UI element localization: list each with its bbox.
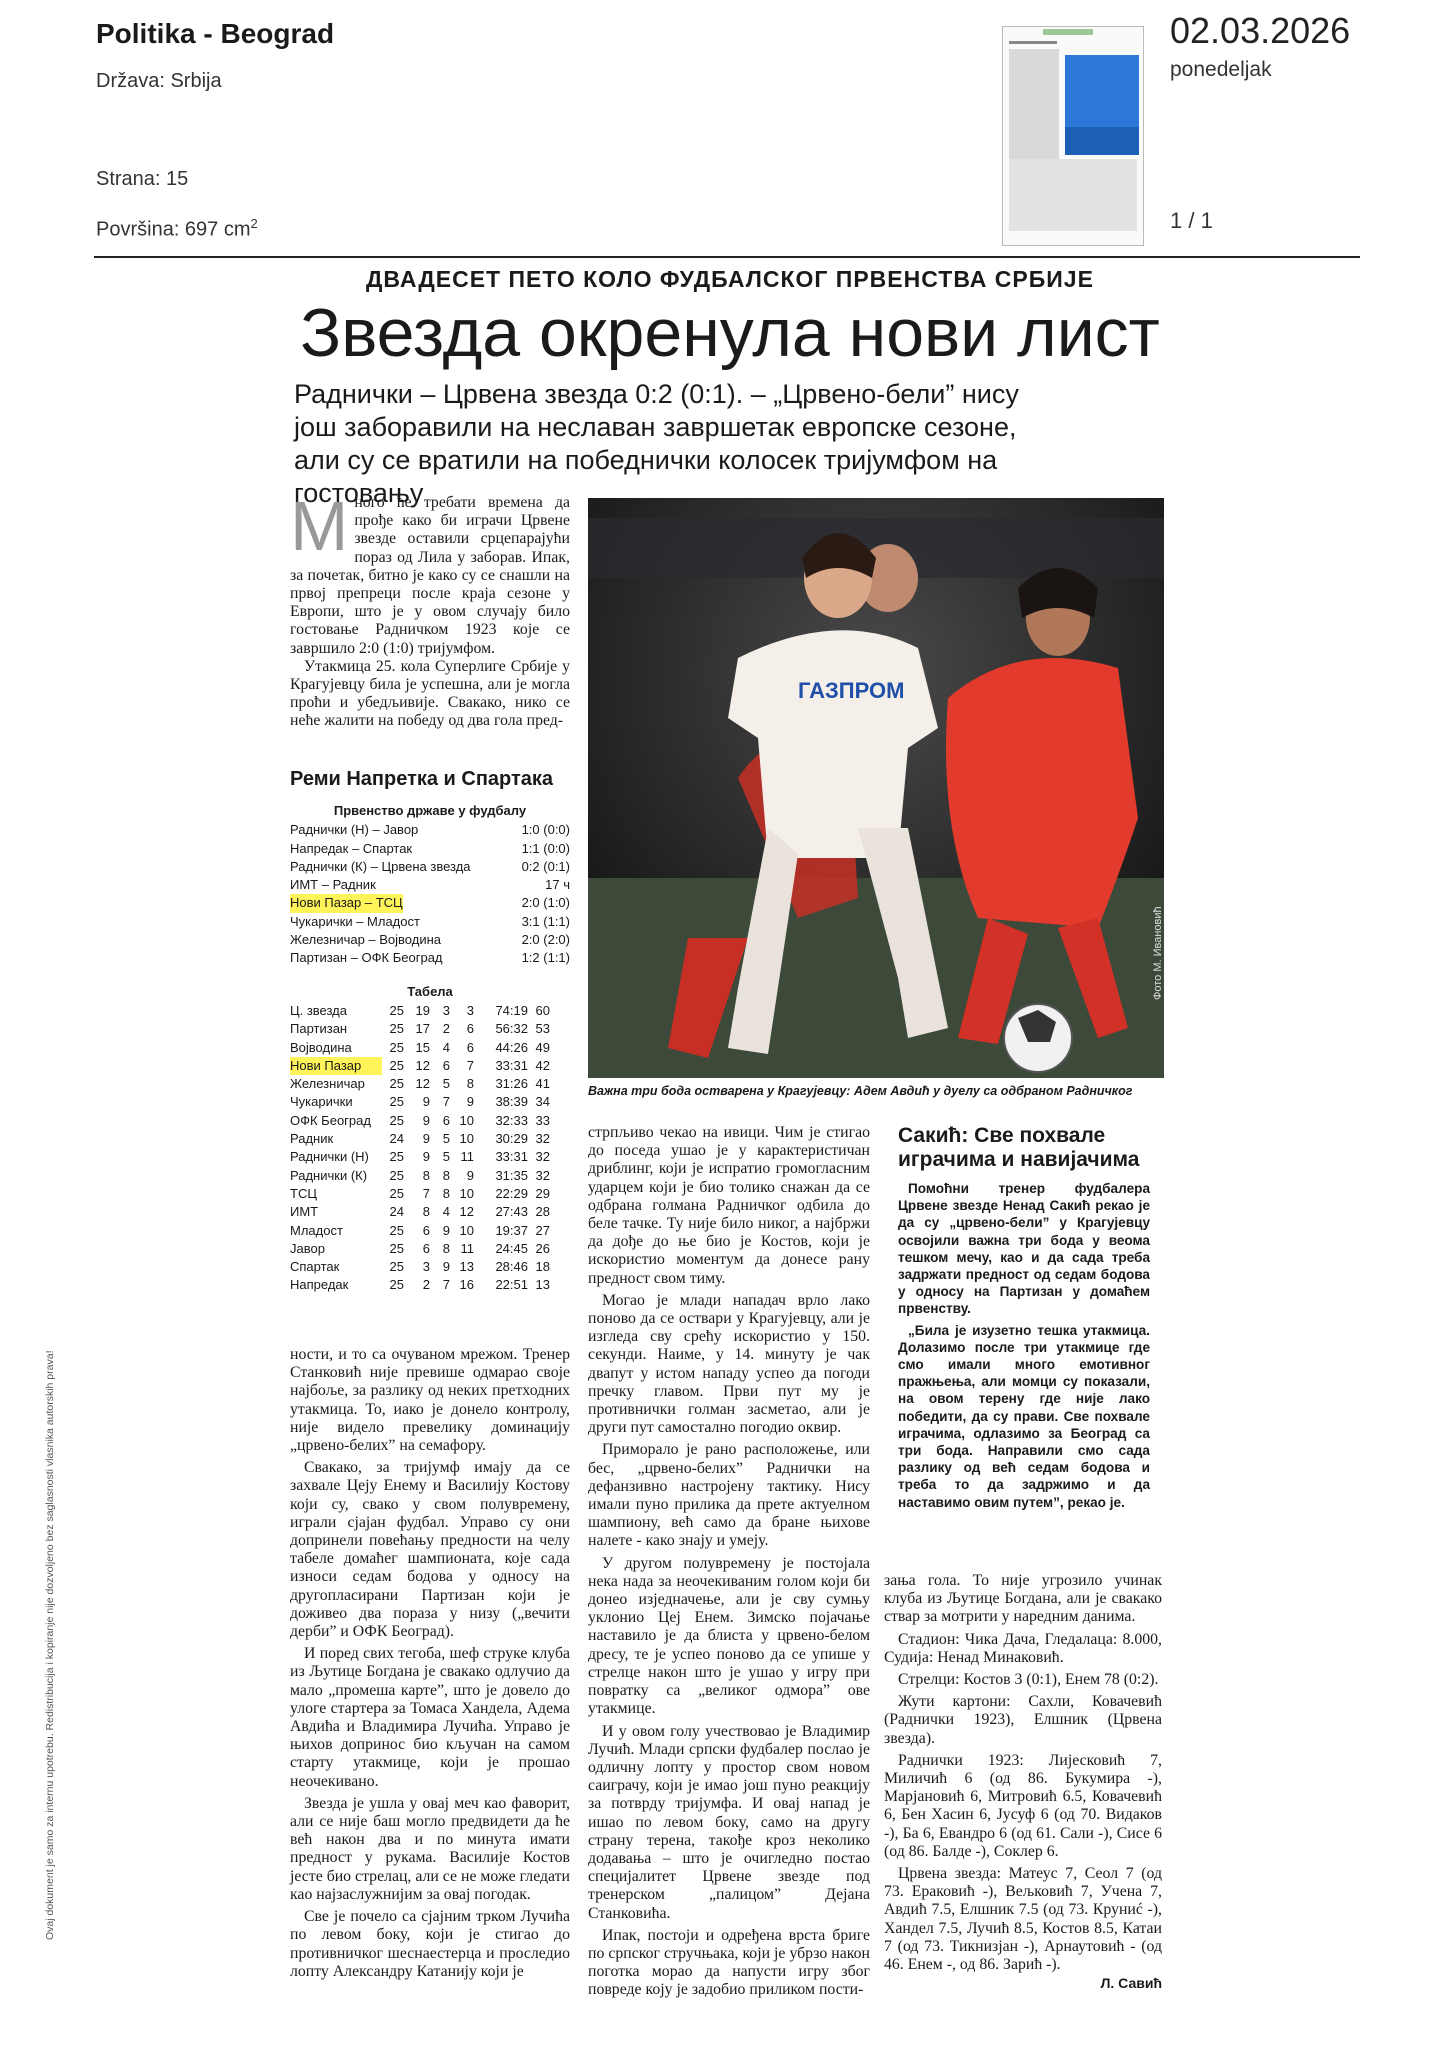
standings-cell-g: 38:39 <box>495 1094 528 1110</box>
paragraph: Ипак, постоји и одређена врста бриге по српског стручњака, који је убрзо након поготка морао да напусти игру због повреде коју је задобио приликом пости- <box>588 1926 870 1999</box>
paragraph: Приморало је рано расположење, или бес, „црвено-белих” Раднички на дефанзивно настројену тактику. Нису имали пуно прилика да прете актуелном шампиону, већ само да бране њихове налете - како знају и умеју. <box>588 1441 870 1550</box>
thumbnail-icon <box>1003 27 1143 245</box>
standings-cell-p: 25 <box>389 1002 404 1018</box>
standings-cell-pts: 28 <box>535 1204 550 1220</box>
standings-cell-g: 33:31 <box>495 1149 528 1165</box>
standings-cell-team: ИМТ <box>290 1204 319 1220</box>
standings-cell-team: Спартак <box>290 1259 340 1275</box>
sponsor-logo: ГАЗПРОМ <box>798 678 905 703</box>
standings-cell-g: 56:32 <box>495 1021 528 1037</box>
standings-table <box>290 984 570 1295</box>
standings-cell-team: Напредак <box>290 1277 349 1293</box>
standings-cell-p: 25 <box>389 1094 404 1110</box>
standings-cell-pts: 34 <box>535 1094 550 1110</box>
standings-cell-team: Раднички (Н) <box>290 1149 369 1165</box>
result-score: 3:1 (1:1) <box>521 913 570 929</box>
standings-cell-g: 33:31 <box>495 1057 528 1073</box>
result-score: 0:2 (0:1) <box>521 858 570 874</box>
standings-cell-d: 4 <box>442 1039 450 1055</box>
standings-cell-p: 25 <box>389 1057 404 1073</box>
result-match: Железничар – Војводина <box>290 932 442 948</box>
standings-cell-d: 8 <box>442 1185 450 1201</box>
standings-cell-w: 12 <box>415 1076 430 1092</box>
standings-row <box>290 1148 570 1166</box>
standings-cell-l: 10 <box>459 1185 474 1201</box>
standings-row <box>290 1112 570 1130</box>
standings-cell-p: 25 <box>389 1277 404 1293</box>
standings-row <box>290 1167 570 1185</box>
standings-cell-pts: 18 <box>535 1259 550 1275</box>
standings-cell-l: 12 <box>459 1204 474 1220</box>
paragraph: стрпљиво чекао на ивици. Чим је стигао до поседа ушао је у карактеристичан дриблинг, који је испратио громогласним ударцем који је био толико снажан да се одбрана голмана Радничког одбила до беле тачке. Ту није било никог, а најбржи да дође до ње био је Костов, који је искористио моментум да донесе рану предност свом тиму. <box>588 1124 870 1287</box>
standings-cell-team: Ц. звезда <box>290 1002 347 1018</box>
standings-cell-team: Војводина <box>290 1039 352 1055</box>
standings-cell-p: 25 <box>389 1185 404 1201</box>
football-players-image <box>588 498 1164 1078</box>
standings-cell-pts: 29 <box>535 1185 550 1201</box>
paragraph: „Била је изузетно тешка утакмица. Долазимо после три утакмице где смо имали много емотивног пражњења, али момци су показали, на овом терену где није лако победити, да су прави. Све похвале играчима, одлазимо за Београд са три бода. Направили смо сада разлику од већ седам бодова и треба то да задржимо и да наставимо овим путем”, рекао је. <box>898 1322 1150 1510</box>
standings-row <box>290 1276 570 1294</box>
header-rule <box>94 256 1360 258</box>
article-column-1-top: Mного ће требати времена да прође како би играчи Црвене звезде оставили срцепарајући пораз од Лила у заборав. Ипак, за почетак, битно је како су се снашли на првој препреци после краја сезоне у Европи, што је у овом случају било гостовање Радничком 1923 које се завршило 2:0 (1:0) тријумфом. Утакмица 25. кола Суперлиге Србије у Крагујевцу била је успешна, али је могла проћи и убедљивије. Свакако, нико се неће жалити на победу од два гола пред- <box>290 487 570 730</box>
standings-cell-p: 25 <box>389 1039 404 1055</box>
paragraph: Звезда је ушла у овај меч као фаворит, али се није баш могло предвидети да ће већ након два и по минута имати предност у рукама. Василије Костов јесте био стрелац, али се не може гледати као најзаслужнијим за овај погодак. <box>290 1794 570 1903</box>
standings-cell-team: Радник <box>290 1131 334 1147</box>
standings-cell-g: 31:26 <box>495 1076 528 1092</box>
standings-cell-p: 25 <box>389 1149 404 1165</box>
paragraph: И поред свих тегоба, шеф струке клуба из Љутице Богдана је свакако одлучио да мало „промеша карте”, што је довело до улоге стартера за Томаса Хандела, Адема Авдића и Владимира Лучића. Управо је њихов допринос био кључан на самом старту утакмице, који је прошао неочекивано. <box>290 1645 570 1790</box>
standings-cell-w: 3 <box>422 1259 430 1275</box>
standings-cell-d: 9 <box>442 1259 450 1275</box>
standings-cell-g: 44:26 <box>495 1039 528 1055</box>
paragraph: Раднички 1923: Лијесковић 7, Миличић 6 (од 86. Букумира -), Марјановић 6, Митровић 6.5, Ковачевић 6, Бен Хасин 6, Јусуф 6 (од 70. Видаков -), Ба 6, Евандро 6 (од 61. Сали -), Сисе 6 (од 86. Балде -), Соклер 6. <box>884 1751 1162 1860</box>
paragraph: Свакако, за тријумф имају да се захвале Цеју Енему и Василију Костову који су, свако у свом полувремену, играли сјајан фудбал. Управо су они допринели повећању предности на челу табеле домаћег шампионата, које сада износи седам бодова у односу на другопласирани Партизан који је доживео два пораза у низу („вечити дерби” и ОФК Београд). <box>290 1459 570 1641</box>
standings-cell-pts: 53 <box>535 1021 550 1037</box>
standings-row <box>290 1203 570 1221</box>
standings-title: Табела <box>407 983 453 999</box>
standings-cell-team: Чукарички <box>290 1094 353 1110</box>
standings-cell-team: ТСЦ <box>290 1185 317 1201</box>
standings-cell-d: 7 <box>442 1277 450 1293</box>
standings-cell-team: Раднички (К) <box>290 1167 368 1183</box>
standings-cell-w: 9 <box>422 1131 430 1147</box>
standings-cell-w: 15 <box>415 1039 430 1055</box>
standings-cell-w: 12 <box>415 1057 430 1073</box>
standings-cell-d: 3 <box>442 1002 450 1018</box>
standings-cell-g: 30:29 <box>495 1131 528 1147</box>
standings-cell-p: 25 <box>389 1112 404 1128</box>
match-photo[interactable] <box>588 498 1164 1078</box>
standings-cell-d: 9 <box>442 1222 450 1238</box>
standings-cell-l: 10 <box>459 1131 474 1147</box>
standings-cell-l: 10 <box>459 1112 474 1128</box>
result-score: 2:0 (1:0) <box>521 895 570 911</box>
standings-cell-d: 6 <box>442 1112 450 1128</box>
article-column-3 <box>884 1572 1162 1992</box>
result-match: Партизан – ОФК Београд <box>290 950 443 966</box>
paragraph: Црвена звезда: Матеус 7, Сеол 7 (од 73. Ераковић -), Вељковић 7, Учена 7, Авдић 7.5, Елшник 7.5 (од 73. Круниć -), Хандел 7.5, Лучић 8.5, Костов 8.5, Катаи 7 (од 73. Тикнизјан -), Арнаутовић - (од 46. Енем -, од 86. Зарић -). <box>884 1865 1162 1974</box>
standings-row <box>290 1075 570 1093</box>
standings-cell-pts: 32 <box>535 1167 550 1183</box>
standings-cell-g: 22:51 <box>495 1277 528 1293</box>
article-headline: Звезда окренула нови лист <box>300 295 1160 371</box>
standings-cell-d: 5 <box>442 1131 450 1147</box>
result-match: Раднички (К) – Црвена звезда <box>290 858 471 874</box>
standings-cell-p: 25 <box>389 1167 404 1183</box>
standings-cell-team: Младост <box>290 1222 343 1238</box>
standings-cell-d: 4 <box>442 1204 450 1220</box>
standings-cell-d: 8 <box>442 1167 450 1183</box>
copyright-disclaimer: Ovaj dokument je samo za internu upotrebu. Redistribucija i kopiranje nije dozvoljeno bez saglasnosti vlasnika autorskih prava! <box>44 1350 56 1940</box>
standings-cell-l: 13 <box>459 1259 474 1275</box>
standings-cell-pts: 13 <box>535 1277 550 1293</box>
standings-cell-d: 5 <box>442 1076 450 1092</box>
standings-cell-w: 6 <box>422 1240 430 1256</box>
paragraph: Стрелци: Костов 3 (0:1), Енем 78 (0:2). <box>898 1671 1159 1689</box>
standings-cell-l: 6 <box>466 1039 474 1055</box>
result-row <box>290 821 570 839</box>
standings-row <box>290 1185 570 1203</box>
standings-cell-d: 7 <box>442 1094 450 1110</box>
page-count: 1 / 1 <box>1170 208 1213 233</box>
sidebar-title: Сакић: Све похвале играчима и навијачима <box>898 1124 1140 1171</box>
standings-cell-d: 8 <box>442 1240 450 1256</box>
paragraph: ности, и то са очуваном мрежом. Тренер Станковић није превише одмарао своје најбоље, за разлику од неких претходних утакмица. То, иако је донело контролу, није видело превелику доминацију „црвено-белих” на семафору. <box>290 1346 570 1455</box>
issue-date: 02.03.2026 <box>1170 10 1351 51</box>
result-score: 1:0 (0:0) <box>521 822 570 838</box>
page-thumbnail[interactable] <box>1002 26 1144 246</box>
standings-cell-team: ОФК Београд <box>290 1112 371 1128</box>
standings-cell-d: 6 <box>442 1057 450 1073</box>
photo-credit: Фото М. Ивановић <box>1152 906 1164 1000</box>
result-row <box>290 894 570 912</box>
standings-cell-w: 7 <box>422 1185 430 1201</box>
standings-cell-p: 25 <box>389 1240 404 1256</box>
standings-cell-w: 8 <box>422 1167 430 1183</box>
standings-cell-l: 16 <box>459 1277 474 1293</box>
publication-name: Politika - Beograd <box>96 18 335 49</box>
standings-cell-g: 22:29 <box>495 1185 528 1201</box>
standings-cell-team: Партизан <box>290 1021 348 1037</box>
standings-row <box>290 1240 570 1258</box>
result-row <box>290 931 570 949</box>
standings-cell-w: 17 <box>415 1021 430 1037</box>
paragraph: И у овом голу учествовао је Владимир Лучић. Млади српски фудбалер послао је одличну лопту у простор свом новом саиграчу, који је имао још пуно реакцију за потврду тријумфа. И овај напад је ишао по левом боку, само на другу страну терена, такође кроз неколико додавања – што је очигледно постао специјалитет Црвене звезде под тренерском „палицом” Дејана Станковића. <box>588 1722 870 1922</box>
standings-cell-l: 8 <box>466 1076 474 1092</box>
standings-row <box>290 1020 570 1038</box>
standings-cell-l: 11 <box>460 1240 474 1256</box>
standings-cell-p: 25 <box>389 1259 404 1275</box>
standings-row <box>290 1093 570 1111</box>
standings-cell-team: Јавор <box>290 1240 325 1256</box>
result-row <box>290 840 570 858</box>
results-box <box>290 768 570 1295</box>
results-list <box>290 803 570 968</box>
standings-cell-l: 6 <box>466 1021 474 1037</box>
standings-cell-w: 19 <box>415 1002 430 1018</box>
standings-cell-pts: 32 <box>535 1149 550 1165</box>
paragraph: зања гола. То није угрозило учинак клуба из Љутице Богдана, али је свакако ствар за мотрити у наредним данима. <box>884 1572 1162 1626</box>
standings-cell-g: 28:46 <box>495 1259 528 1275</box>
standings-cell-pts: 32 <box>535 1131 550 1147</box>
article-kicker: ДВАДЕСЕТ ПЕТО КОЛО ФУДБАЛСКОГ ПРВЕНСТВА СРБИЈЕ <box>366 266 1094 292</box>
standings-cell-w: 2 <box>422 1277 430 1293</box>
page-label: Strana: 15 <box>96 168 189 190</box>
paragraph: Све је почело са сјајним трком Лучића по левом боку, који је стигао до противничког шеснаестерца и проследио лопту Александру Катанију који је <box>290 1908 570 1980</box>
article-byline: Л. Савић <box>1100 1975 1162 1992</box>
results-title: Првенство државе у фудбалу <box>333 803 527 818</box>
standings-row <box>290 1057 570 1075</box>
standings-cell-pts: 26 <box>535 1240 550 1256</box>
standings-cell-pts: 42 <box>535 1057 550 1073</box>
result-match: Нови Пазар – ТСЦ <box>290 894 403 912</box>
standings-row <box>290 1222 570 1240</box>
standings-cell-g: 24:45 <box>495 1240 528 1256</box>
result-match: Раднички (Н) – Јавор <box>290 822 419 838</box>
standings-cell-g: 74:19 <box>495 1002 528 1018</box>
standings-cell-pts: 41 <box>535 1076 550 1092</box>
area-label: Površina: 697 $cm^2$ <box>96 216 258 241</box>
paragraph: У другом полувремену је постојала нека нада за неочекиваним голом који би донео изједначење, али је сву сумњу уклонио Цеј Енем. Зимско појачање наставило је да блиста у црвено-белом дресу, те је успео поново да се упише у стрелце након што је ушао у игру при повратку са „великог одмора” ове утакмице. <box>588 1554 870 1718</box>
result-match: ИМТ – Радник <box>290 877 376 893</box>
standings-row <box>290 1002 570 1020</box>
article-deck: Раднички – Црвена звезда 0:2 (0:1). – „Црвено-бели” нису још заборавили на неславан завршетак европске сезоне, али су се вратили на победнички колосек тријумфом на гостовању <box>294 379 1019 508</box>
article-column-1-bottom <box>290 1346 570 1981</box>
result-row <box>290 913 570 931</box>
result-row <box>290 858 570 876</box>
standings-cell-p: 25 <box>389 1021 404 1037</box>
result-row <box>290 949 570 967</box>
result-row <box>290 876 570 894</box>
standings-cell-pts: 27 <box>535 1222 550 1238</box>
standings-cell-pts: 60 <box>535 1002 550 1018</box>
standings-cell-w: 9 <box>422 1094 430 1110</box>
standings-cell-w: 9 <box>422 1112 430 1128</box>
standings-row <box>290 1039 570 1057</box>
standings-cell-l: 11 <box>460 1149 474 1165</box>
standings-cell-l: 7 <box>466 1057 474 1073</box>
photo-caption: Важна три бода остварена у Крагујевцу: Адем Авдић у дуелу са одбраном Радничког <box>588 1084 1133 1098</box>
standings-cell-d: 5 <box>442 1149 450 1165</box>
results-box-title: Реми Напретка и Спартака <box>290 768 554 790</box>
standings-cell-g: 27:43 <box>495 1204 528 1220</box>
standings-cell-g: 32:33 <box>495 1112 528 1128</box>
standings-row <box>290 1130 570 1148</box>
result-score: 1:2 (1:1) <box>521 950 570 966</box>
standings-cell-p: 25 <box>389 1222 404 1238</box>
standings-cell-l: 3 <box>466 1002 474 1018</box>
paragraph: Стадион: Чика Дача, Гледалаца: 8.000, Судија: Ненад Минаковић. <box>884 1630 1162 1666</box>
paragraph: Жути картони: Сахли, Ковачевић (Раднички 1923), Елшник (Црвена звезда). <box>884 1693 1162 1747</box>
standings-cell-p: 25 <box>389 1076 404 1092</box>
result-score: 2:0 (2:0) <box>521 932 570 948</box>
result-match: Напредак – Спартак <box>290 840 413 856</box>
standings-cell-g: 31:35 <box>495 1167 528 1183</box>
standings-cell-l: 9 <box>466 1094 474 1110</box>
country-label: Država: Srbija <box>96 70 222 92</box>
result-score: 17 ч <box>545 877 570 893</box>
standings-cell-l: 10 <box>459 1222 474 1238</box>
standings-cell-p: 24 <box>389 1204 404 1220</box>
standings-cell-team: Нови Пазар <box>290 1057 382 1075</box>
drop-cap: M <box>290 487 349 565</box>
standings-cell-pts: 49 <box>535 1039 550 1055</box>
article-column-2 <box>588 1124 870 2000</box>
standings-cell-w: 6 <box>422 1222 430 1238</box>
standings-cell-d: 2 <box>442 1021 450 1037</box>
sidebar-body <box>898 1180 1150 1511</box>
standings-cell-l: 9 <box>466 1167 474 1183</box>
result-match: Чукарички – Младост <box>290 913 420 929</box>
standings-cell-w: 9 <box>422 1149 430 1165</box>
standings-cell-pts: 33 <box>535 1112 550 1128</box>
standings-cell-w: 8 <box>422 1204 430 1220</box>
paragraph: Могао је млади нападач врло лако поново да се оствари у Крагујевцу, али је изгледа сву срећу искористио у 150. секунди. Наиме, у 14. минуту је чак двапут у истом нападу успео да погоди пречку главом. Први пут му је противнички голман засметао, али је други пут самостално погодио оквир. <box>588 1291 870 1437</box>
standings-row <box>290 1258 570 1276</box>
paragraph: Помоћни тренер фудбалера Црвене звезде Ненад Сакић рекао је да су „црвено-бели” у Крагујевцу освојили важна три бода у веома тешком мечу, као и да сада треба задржати предност од седам бодова у односу на Партизан у домаћем првенству. <box>898 1181 1150 1317</box>
result-score: 1:1 (0:0) <box>521 840 570 856</box>
standings-cell-p: 24 <box>389 1131 404 1147</box>
standings-cell-team: Железничар <box>290 1076 365 1092</box>
standings-cell-g: 19:37 <box>495 1222 528 1238</box>
issue-weekday: ponedeljak <box>1170 58 1272 81</box>
